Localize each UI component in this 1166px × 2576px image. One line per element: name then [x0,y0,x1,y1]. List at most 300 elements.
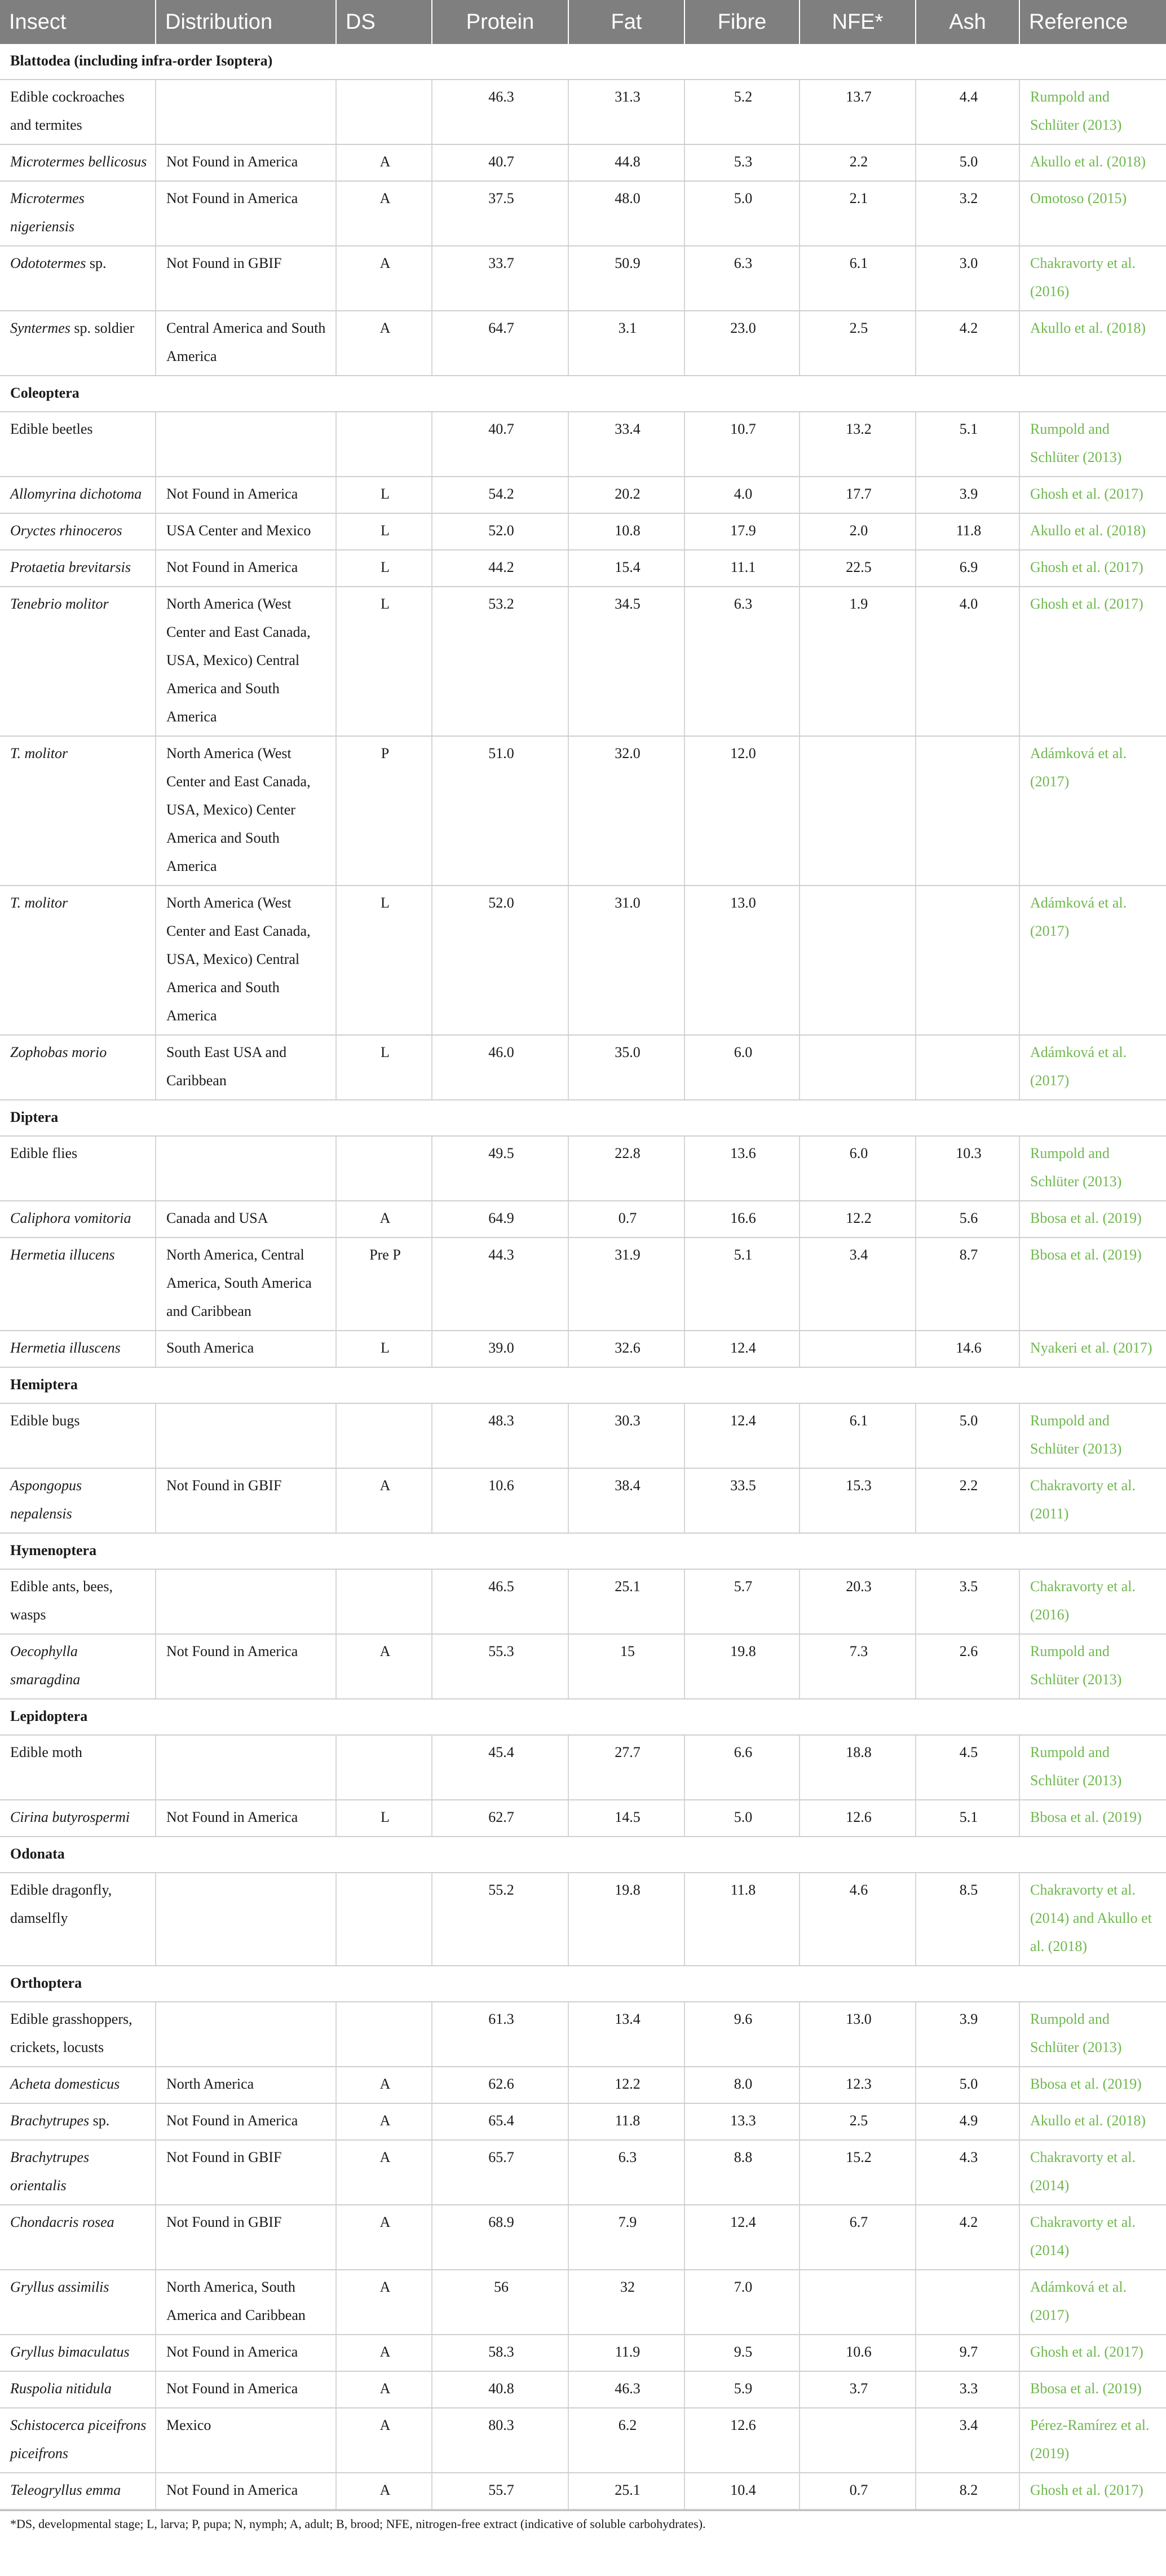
ash-cell [916,886,1019,1035]
group-name: Lepidoptera [0,1699,1166,1735]
header-protein: Protein [432,0,568,44]
reference-cell: Rumpold and Schlüter (2013) [1019,1136,1166,1201]
group-row [0,1837,1166,1873]
reference-cell: Rumpold and Schlüter (2013) [1019,1735,1166,1800]
fibre-cell: 5.9 [684,2371,800,2408]
header-distribution: Distribution [156,0,336,44]
protein-cell: 64.7 [432,311,568,376]
insect-name: Edible flies [10,1145,78,1161]
header-row [0,0,1166,44]
insect-cell [0,2067,156,2103]
table-row [0,2408,1166,2473]
protein-cell: 52.0 [432,513,568,550]
ds-cell: A [336,2270,432,2335]
ash-cell: 5.6 [916,1201,1019,1238]
table-row [0,1403,1166,1468]
insect-name: Ruspolia nitidula [10,2380,112,2397]
fibre-cell: 5.0 [684,181,800,246]
group-name: Orthoptera [0,1966,1166,2002]
fat-cell: 30.3 [568,1403,684,1468]
insect-cell [0,1873,156,1966]
insect-cell [0,1238,156,1331]
insect-cell [0,2103,156,2140]
reference-cell: Adámková et al. (2017) [1019,886,1166,1035]
insect-name: Edible bugs [10,1412,80,1429]
fibre-cell: 12.0 [684,736,800,886]
nfe-cell: 17.7 [800,477,916,513]
table-row [0,513,1166,550]
insect-cell [0,2140,156,2205]
fat-cell: 34.5 [568,587,684,736]
distribution-cell: Not Found in GBIF [156,2205,336,2270]
ds-cell: A [336,2205,432,2270]
fat-cell: 3.1 [568,311,684,376]
fat-cell: 32.0 [568,736,684,886]
protein-cell: 46.5 [432,1569,568,1634]
fibre-cell: 23.0 [684,311,800,376]
insect-name: Brachytrupes orientalis [10,2149,90,2194]
distribution-cell: Not Found in America [156,550,336,587]
insect-name: Syntermes [10,320,70,336]
insect-cell [0,1201,156,1238]
distribution-cell [156,1136,336,1201]
reference-cell: Bbosa et al. (2019) [1019,1800,1166,1837]
group-row [0,1966,1166,2002]
distribution-cell: Central America and South America [156,311,336,376]
header-fat: Fat [568,0,684,44]
fat-cell: 6.2 [568,2408,684,2473]
insect-name: Aspongopus nepalensis [10,1477,82,1522]
ds-cell: A [336,2408,432,2473]
distribution-cell: Not Found in America [156,144,336,181]
insect-name: Brachytrupes [10,2112,90,2129]
fat-cell: 7.9 [568,2205,684,2270]
header-fibre: Fibre [684,0,800,44]
insect-cell [0,1634,156,1699]
nfe-cell: 2.5 [800,311,916,376]
ds-cell [336,1569,432,1634]
reference-cell: Akullo et al. (2018) [1019,2103,1166,2140]
insect-cell [0,412,156,477]
nfe-cell: 1.9 [800,587,916,736]
nfe-cell: 15.2 [800,2140,916,2205]
fat-cell: 13.4 [568,2002,684,2067]
fat-cell: 48.0 [568,181,684,246]
reference-cell: Ghosh et al. (2017) [1019,2335,1166,2371]
group-name: Diptera [0,1100,1166,1136]
fibre-cell: 5.0 [684,1800,800,1837]
ash-cell: 3.0 [916,246,1019,311]
protein-cell: 40.7 [432,144,568,181]
reference-cell: Bbosa et al. (2019) [1019,1201,1166,1238]
distribution-cell: Not Found in GBIF [156,246,336,311]
nfe-cell [800,736,916,886]
fibre-cell: 10.7 [684,412,800,477]
reference-cell: Ghosh et al. (2017) [1019,587,1166,736]
ds-cell: L [336,477,432,513]
group-row [0,44,1166,80]
table-header [0,0,1166,44]
insect-name: Caliphora vomitoria [10,1210,131,1226]
ash-cell: 5.0 [916,144,1019,181]
fat-cell: 15 [568,1634,684,1699]
fibre-cell: 13.0 [684,886,800,1035]
reference-cell: Bbosa et al. (2019) [1019,2371,1166,2408]
group-name: Blattodea (including infra-order Isoptera) [0,44,1166,80]
ash-cell: 4.0 [916,587,1019,736]
nfe-cell: 3.4 [800,1238,916,1331]
nfe-cell: 13.2 [800,412,916,477]
protein-cell: 48.3 [432,1403,568,1468]
insect-cell [0,1735,156,1800]
fibre-cell: 12.4 [684,1403,800,1468]
reference-cell: Chakravorty et al. (2016) [1019,246,1166,311]
ds-cell: L [336,513,432,550]
nfe-cell: 6.0 [800,1136,916,1201]
ds-cell: A [336,144,432,181]
table-row [0,1800,1166,1837]
ash-cell: 4.9 [916,2103,1019,2140]
insect-cell [0,477,156,513]
insect-cell [0,311,156,376]
table-row [0,1873,1166,1966]
ash-cell: 3.4 [916,2408,1019,2473]
protein-cell: 62.7 [432,1800,568,1837]
fibre-cell: 9.6 [684,2002,800,2067]
ash-cell: 4.5 [916,1735,1019,1800]
table-row [0,80,1166,144]
distribution-cell: USA Center and Mexico [156,513,336,550]
nfe-cell: 6.1 [800,246,916,311]
protein-cell: 37.5 [432,181,568,246]
distribution-cell: Mexico [156,2408,336,2473]
table-row [0,736,1166,886]
nfe-cell: 20.3 [800,1569,916,1634]
ds-cell: L [336,550,432,587]
protein-cell: 55.7 [432,2473,568,2509]
reference-cell: Chakravorty et al. (2014) and Akullo et al. (2018) [1019,1873,1166,1966]
distribution-cell: South East USA and Caribbean [156,1035,336,1100]
distribution-cell: North America (West Center and East Canada, USA, Mexico) Center America and South America [156,736,336,886]
table-row [0,181,1166,246]
ds-cell: A [336,246,432,311]
header-reference: Reference [1019,0,1166,44]
table-row [0,1569,1166,1634]
ash-cell: 14.6 [916,1331,1019,1367]
fat-cell: 44.8 [568,144,684,181]
fibre-cell: 7.0 [684,2270,800,2335]
ash-cell: 3.9 [916,477,1019,513]
ash-cell: 3.3 [916,2371,1019,2408]
insect-name: Allomyrina dichotoma [10,486,142,502]
distribution-cell: North America, Central America, South America and Caribbean [156,1238,336,1331]
fat-cell: 6.3 [568,2140,684,2205]
nfe-cell: 4.6 [800,1873,916,1966]
ds-cell: A [336,181,432,246]
ds-cell: A [336,2067,432,2103]
nfe-cell: 2.0 [800,513,916,550]
ds-cell [336,1873,432,1966]
distribution-cell [156,1735,336,1800]
fat-cell: 32.6 [568,1331,684,1367]
reference-cell: Rumpold and Schlüter (2013) [1019,2002,1166,2067]
reference-cell: Bbosa et al. (2019) [1019,1238,1166,1331]
header-nfe: NFE* [800,0,916,44]
nfe-cell: 12.6 [800,1800,916,1837]
fat-cell: 22.8 [568,1136,684,1201]
reference-cell: Adámková et al. (2017) [1019,1035,1166,1100]
table-row [0,1136,1166,1201]
reference-cell: Chakravorty et al. (2014) [1019,2140,1166,2205]
nfe-cell [800,2270,916,2335]
protein-cell: 65.7 [432,2140,568,2205]
fat-cell: 25.1 [568,2473,684,2509]
nfe-cell: 3.7 [800,2371,916,2408]
insect-cell [0,2205,156,2270]
protein-cell: 55.3 [432,1634,568,1699]
reference-cell: Pérez-Ramírez et al. (2019) [1019,2408,1166,2473]
insect-name: Protaetia brevitarsis [10,559,131,575]
reference-cell: Ghosh et al. (2017) [1019,550,1166,587]
insect-cell [0,1331,156,1367]
fibre-cell: 6.0 [684,1035,800,1100]
insect-cell [0,2270,156,2335]
table-row [0,1035,1166,1100]
table-footnote: *DS, developmental stage; L, larva; P, pupa; N, nymph; A, adult; B, brood; NFE, nitrogen-free extract (indicative of soluble carbohydrates). [0,2510,1166,2537]
insect-name: Zophobas morio [10,1044,107,1060]
ds-cell: A [336,311,432,376]
insect-name: Edible ants, bees, wasps [10,1578,113,1623]
table-row [0,2335,1166,2371]
insect-cell [0,1468,156,1533]
group-name: Coleoptera [0,376,1166,412]
insect-cell [0,736,156,886]
table-row [0,886,1166,1035]
nfe-cell: 6.7 [800,2205,916,2270]
fibre-cell: 4.0 [684,477,800,513]
distribution-cell [156,1403,336,1468]
nfe-cell: 0.7 [800,2473,916,2509]
reference-cell: Chakravorty et al. (2014) [1019,2205,1166,2270]
ds-cell [336,1735,432,1800]
nfe-cell [800,2408,916,2473]
header-insect: Insect [0,0,156,44]
distribution-cell: Not Found in America [156,2103,336,2140]
fibre-cell: 5.1 [684,1238,800,1331]
ash-cell: 3.9 [916,2002,1019,2067]
protein-cell: 51.0 [432,736,568,886]
ash-cell [916,736,1019,886]
protein-cell: 55.2 [432,1873,568,1966]
insect-cell [0,1035,156,1100]
protein-cell: 46.3 [432,80,568,144]
table-row [0,246,1166,311]
table-row [0,412,1166,477]
protein-cell: 45.4 [432,1735,568,1800]
table-row [0,2140,1166,2205]
ash-cell: 11.8 [916,513,1019,550]
protein-cell: 68.9 [432,2205,568,2270]
fat-cell: 0.7 [568,1201,684,1238]
protein-cell: 56 [432,2270,568,2335]
fat-cell: 27.7 [568,1735,684,1800]
nfe-cell: 13.7 [800,80,916,144]
table-row [0,2067,1166,2103]
ds-cell: A [336,1468,432,1533]
nfe-cell: 2.1 [800,181,916,246]
nfe-cell: 15.3 [800,1468,916,1533]
table-row [0,477,1166,513]
fibre-cell: 12.4 [684,2205,800,2270]
ds-cell: Pre P [336,1238,432,1331]
reference-cell: Akullo et al. (2018) [1019,311,1166,376]
distribution-cell: South America [156,1331,336,1367]
insect-name: Edible cockroaches and termites [10,89,125,133]
ash-cell: 5.0 [916,1403,1019,1468]
distribution-cell [156,1569,336,1634]
protein-cell: 46.0 [432,1035,568,1100]
header-ash: Ash [916,0,1019,44]
distribution-cell: Not Found in America [156,477,336,513]
reference-cell: Adámková et al. (2017) [1019,2270,1166,2335]
protein-cell: 54.2 [432,477,568,513]
distribution-cell: North America, South America and Caribbean [156,2270,336,2335]
fat-cell: 19.8 [568,1873,684,1966]
ash-cell: 4.3 [916,2140,1019,2205]
ash-cell: 8.7 [916,1238,1019,1331]
reference-cell: Ghosh et al. (2017) [1019,2473,1166,2509]
nfe-cell: 6.1 [800,1403,916,1468]
insect-cell [0,181,156,246]
distribution-cell [156,2002,336,2067]
ash-cell: 5.1 [916,412,1019,477]
insect-name: Acheta domesticus [10,2076,120,2092]
insect-cell [0,1403,156,1468]
reference-cell: Rumpold and Schlüter (2013) [1019,412,1166,477]
insect-name-suffix: sp. soldier [70,320,135,336]
ash-cell: 4.2 [916,311,1019,376]
nfe-cell: 7.3 [800,1634,916,1699]
fibre-cell: 6.3 [684,587,800,736]
fibre-cell: 5.7 [684,1569,800,1634]
table-row [0,2270,1166,2335]
fat-cell: 15.4 [568,550,684,587]
ash-cell: 4.2 [916,2205,1019,2270]
protein-cell: 44.2 [432,550,568,587]
insect-cell [0,886,156,1035]
table-row [0,144,1166,181]
fibre-cell: 11.8 [684,1873,800,1966]
reference-cell: Nyakeri et al. (2017) [1019,1331,1166,1367]
table-row [0,1331,1166,1367]
nfe-cell: 22.5 [800,550,916,587]
group-row [0,1533,1166,1569]
ds-cell: L [336,1800,432,1837]
insect-cell [0,2473,156,2509]
insect-name-suffix: sp. [89,2112,110,2129]
insect-name: Chondacris rosea [10,2214,114,2230]
protein-cell: 61.3 [432,2002,568,2067]
nfe-cell: 13.0 [800,2002,916,2067]
distribution-cell: Not Found in GBIF [156,2140,336,2205]
insect-name: Gryllus bimaculatus [10,2344,130,2360]
ash-cell: 2.2 [916,1468,1019,1533]
ash-cell [916,2270,1019,2335]
table-row [0,1201,1166,1238]
insect-name: Cirina butyrospermi [10,1809,130,1825]
distribution-cell: Not Found in America [156,2473,336,2509]
fibre-cell: 13.6 [684,1136,800,1201]
fat-cell: 35.0 [568,1035,684,1100]
table-body [0,44,1166,2509]
fibre-cell: 12.6 [684,2408,800,2473]
reference-cell: Rumpold and Schlüter (2013) [1019,80,1166,144]
fibre-cell: 8.8 [684,2140,800,2205]
fibre-cell: 17.9 [684,513,800,550]
protein-cell: 58.3 [432,2335,568,2371]
insect-name: T. molitor [10,745,68,761]
fibre-cell: 5.2 [684,80,800,144]
insect-name: Edible beetles [10,421,93,437]
ds-cell: A [336,1634,432,1699]
ds-cell: A [336,2335,432,2371]
fat-cell: 11.8 [568,2103,684,2140]
fat-cell: 14.5 [568,1800,684,1837]
reference-cell: Akullo et al. (2018) [1019,513,1166,550]
protein-cell: 62.6 [432,2067,568,2103]
insect-cell [0,1136,156,1201]
fibre-cell: 11.1 [684,550,800,587]
reference-cell: Rumpold and Schlüter (2013) [1019,1634,1166,1699]
insect-name: Microtermes nigeriensis [10,190,85,235]
nfe-cell [800,1331,916,1367]
insect-name-suffix: sp. [86,255,107,271]
fat-cell: 33.4 [568,412,684,477]
insect-name: Odototermes [10,255,86,271]
ds-cell: A [336,2473,432,2509]
distribution-cell [156,80,336,144]
table-row [0,2473,1166,2509]
fibre-cell: 6.6 [684,1735,800,1800]
ds-cell: L [336,1331,432,1367]
distribution-cell: Not Found in America [156,1800,336,1837]
group-row [0,376,1166,412]
distribution-cell: Canada and USA [156,1201,336,1238]
insect-cell [0,2002,156,2067]
ash-cell: 2.6 [916,1634,1019,1699]
protein-cell: 39.0 [432,1331,568,1367]
fibre-cell: 6.3 [684,246,800,311]
protein-cell: 40.8 [432,2371,568,2408]
ds-cell: A [336,1201,432,1238]
table-row [0,2002,1166,2067]
distribution-cell [156,412,336,477]
insect-cell [0,587,156,736]
insect-name: Oryctes rhinoceros [10,522,122,539]
group-row [0,1100,1166,1136]
insect-name: Edible dragonfly, damselfly [10,1882,112,1926]
insect-cell [0,1569,156,1634]
insect-cell [0,246,156,311]
insect-name: Oecophylla smaragdina [10,1643,81,1688]
table-row [0,2371,1166,2408]
protein-cell: 80.3 [432,2408,568,2473]
nfe-cell: 2.5 [800,2103,916,2140]
insect-name: Tenebrio molitor [10,596,109,612]
reference-cell: Chakravorty et al. (2011) [1019,1468,1166,1533]
ds-cell: L [336,886,432,1035]
group-row [0,1699,1166,1735]
